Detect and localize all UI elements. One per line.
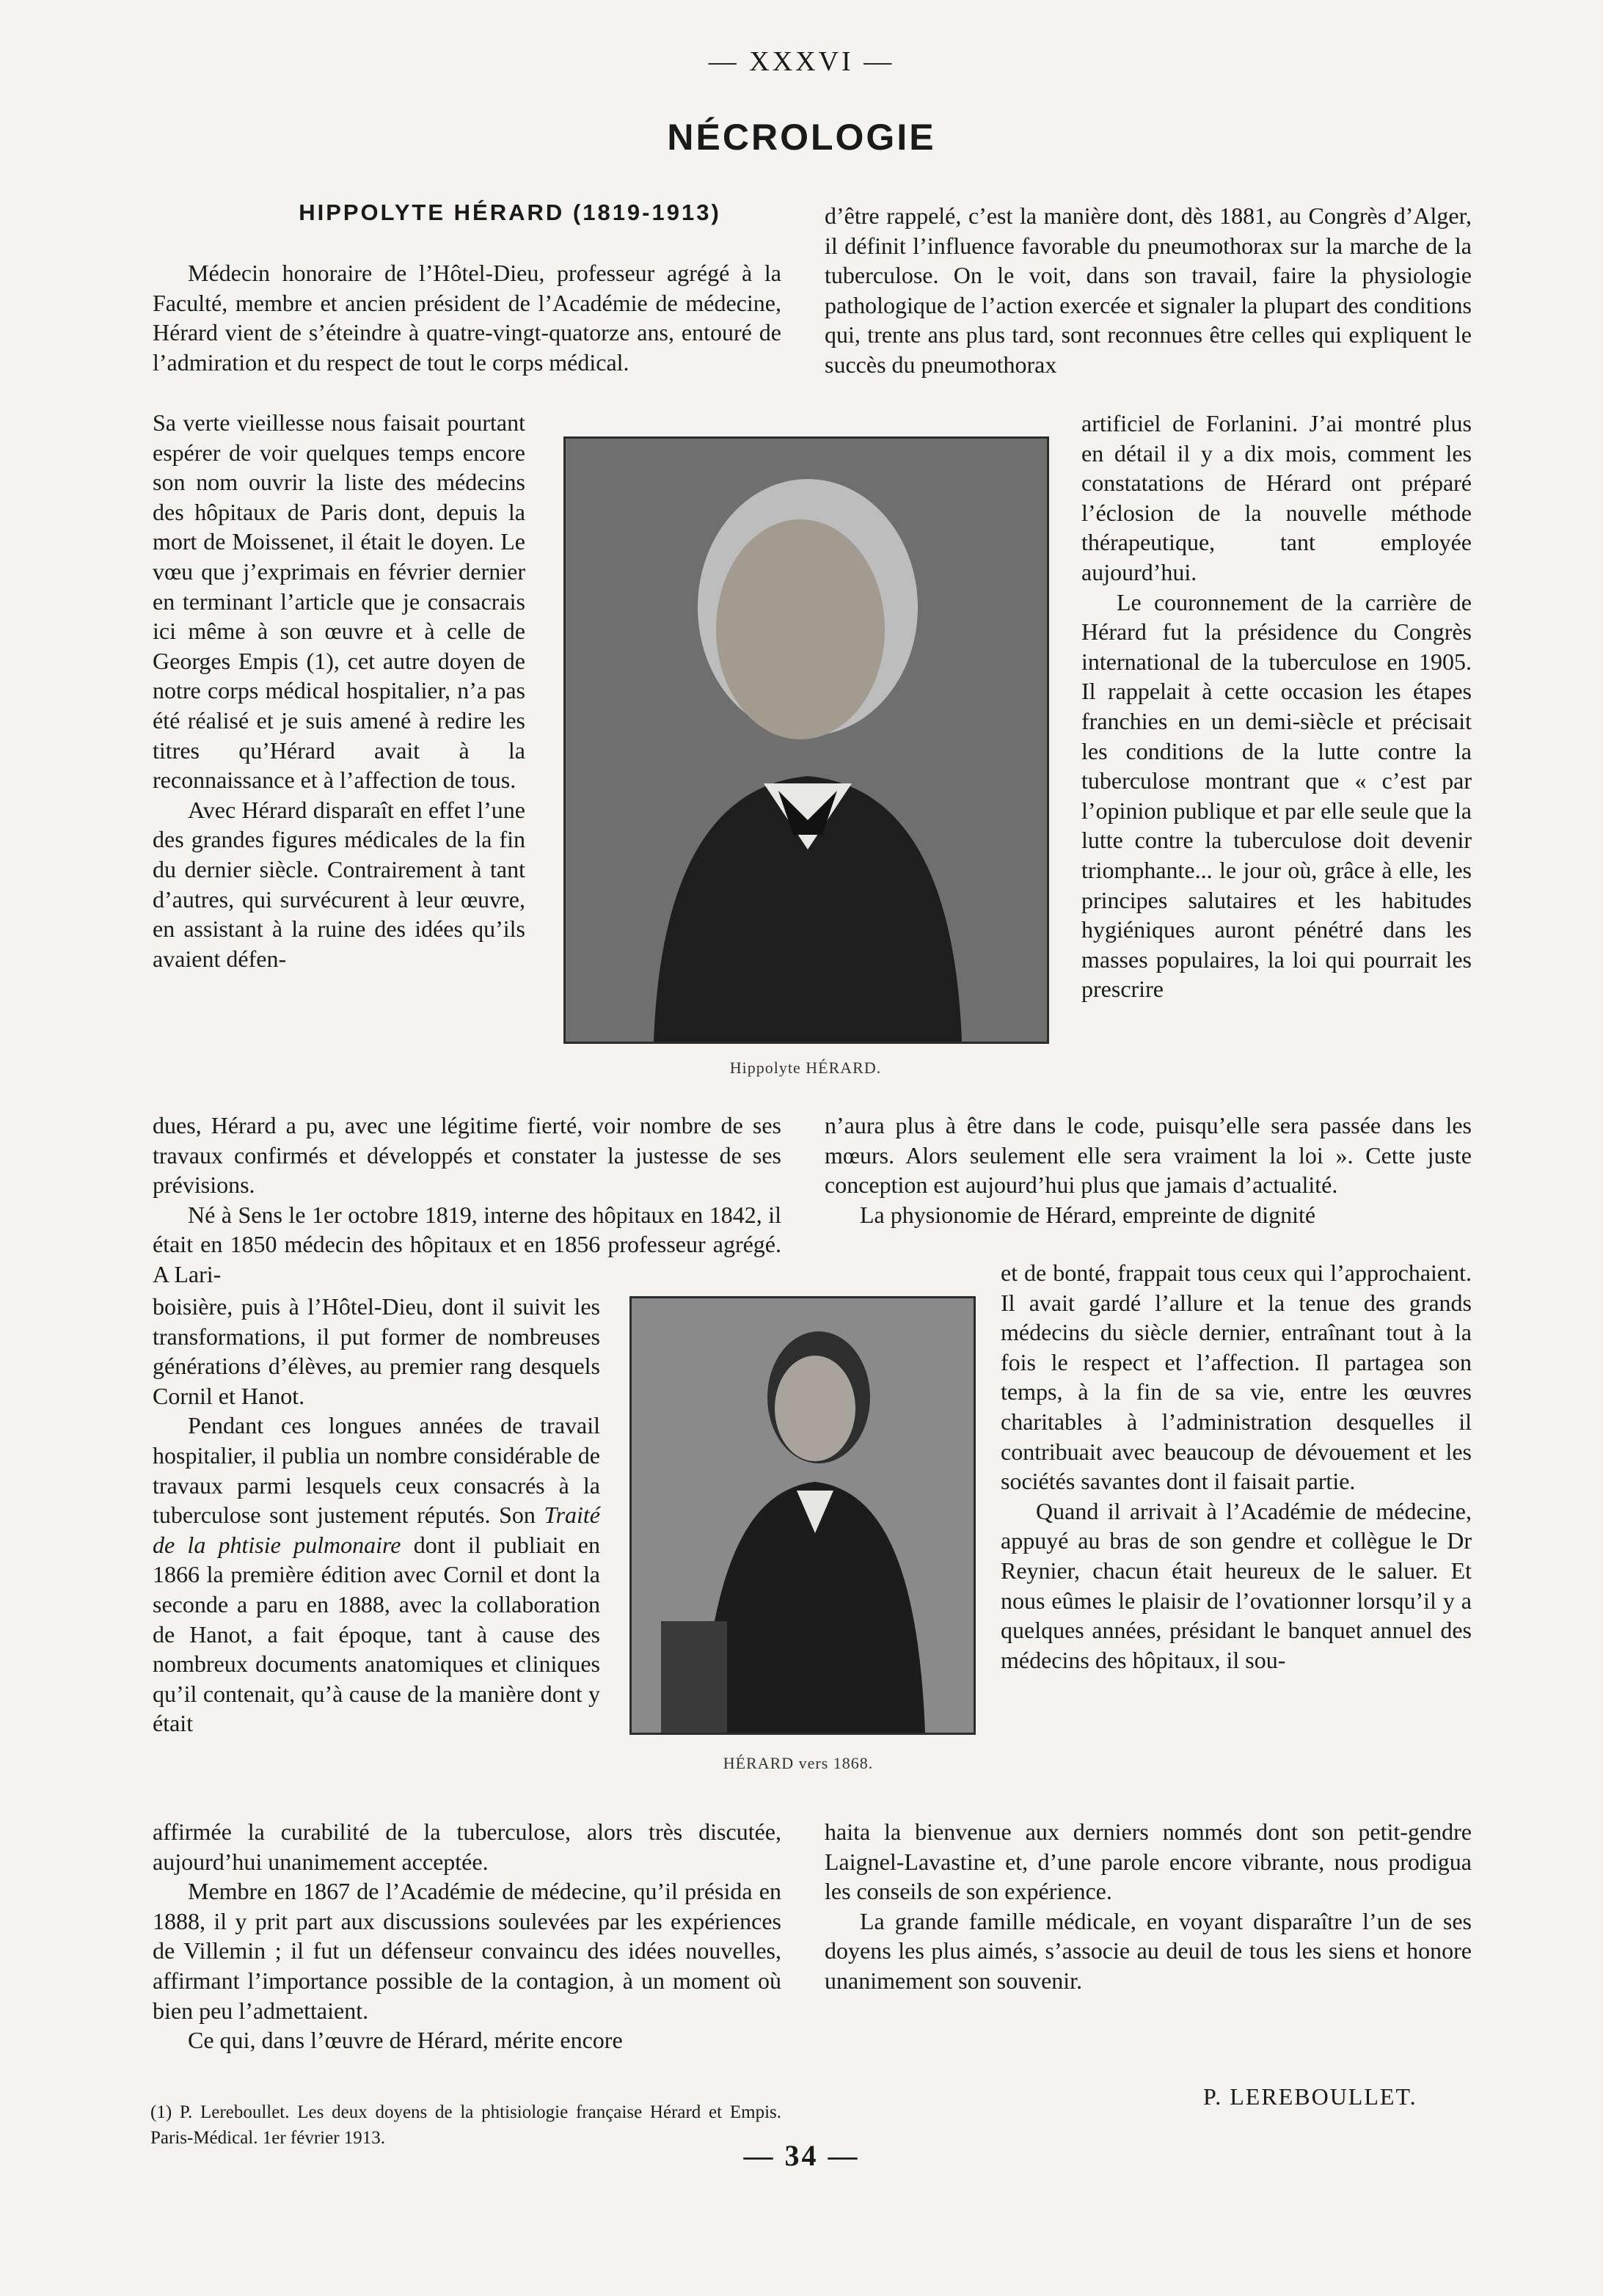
paragraph: haita la bienvenue aux derniers nommés dont son petit-gendre Laignel-Lavastine et, d’une parole encore vibrante, nous prodigua les conseils de son expérience. <box>825 1818 1472 1905</box>
paragraph: Quand il arrivait à l’Académie de médecine, appuyé au bras de son gendre et collègue le Dr Reynier, chacun était heureux de le saluer. Et nous eûmes le plaisir de l’ovationner lorsqu’il y a quelques années, présidant le banquet annuel des médecins des hôpitaux, il sou- <box>1001 1497 1472 1673</box>
paragraph: Avec Hérard disparaît en effet l’une des grandes figures médicales de la fin du dernier siècle. Contrairement à tant d’autres, qui survécurent à leur œuvre, en assistant à la ruine des idées qu’ils avaient défen- <box>153 796 525 972</box>
portrait-old-caption: Hippolyte HÉRARD. <box>729 1059 882 1077</box>
paragraph: d’être rappelé, c’est la manière dont, dès 1881, au Congrès d’Alger, il définit l’influence favorable du pneumothorax sur la marche de la tuberculose. On le voit, dans son travail, faire la physiologie pathologique de l’action exercée et signaler la plupart des conditions qui, trente ans plus tard, sont reconnues être celles qui expliquent le succès du pneumothorax <box>825 202 1472 378</box>
paragraph: artificiel de Forlanini. J’ai montré plus en détail il y a dix mois, comment les constatations de Hérard ont préparé l’éclosion de la nouvelle méthode thérapeutique, tant employée aujourd’hui. <box>1081 410 1472 585</box>
col2-narrow-block-2 <box>1001 1258 1472 1675</box>
paragraph: Médecin honoraire de l’Hôtel-Dieu, professeur agrégé à la Faculté, membre et ancien président de l’Académie de médecine, Hérard vient de s’éteindre à quatre-vingt-quatorze ans, entouré de l’admiration et du respect de tout le corps médical. <box>153 260 781 376</box>
paragraph: La physionomie de Hérard, empreinte de dignité <box>860 1201 1316 1228</box>
paragraph: Pendant ces longues années de travail hospitalier, il publia un nombre considérable de travaux parmi lesquels ceux consacrés à la tuberculose sont justement réputés. Son Traité de la phtisie pulmonaire dont il publiait en 1866 la première édition avec Cornil et dont la seconde a paru en 1888, avec la collaboration de Hanot, a fait époque, tant à cause des nombreux documents anatomiques et cliniques qu’il contenait, qu’à cause de la manière dont y était <box>153 1412 601 1737</box>
paragraph: La grande famille médicale, en voyant disparaître l’un de ses doyens les plus aimés, s’associe au deuil de tous les siens et honore unanimement son souvenir. <box>825 1907 1472 1994</box>
paragraph: et de bonté, frappait tous ceux qui l’approchaient. Il avait gardé l’allure et la tenue des grands médecins du siècle dernier, entraînant tout à la fois le respect et l’affection. Il partagea son temps, à la fin de sa vie, entre les œuvres charitables à l’administration desquelles il contribuait avec beaucoup de dévouement et les sociétés savantes dont il faisait partie. <box>1001 1259 1472 1495</box>
col2-bottom-block <box>825 1817 1472 1996</box>
article-title: HIPPOLYTE HÉRARD (1819-1913) <box>299 200 721 225</box>
page-folio: — XXXVI — <box>708 46 895 77</box>
col2-mid-block <box>825 1111 1472 1229</box>
paragraph: boisière, puis à l’Hôtel-Dieu, dont il suivit les transformations, il put former de nombreuses générations d’élèves, au premier rang desquels Cornil et Hanot. <box>153 1293 600 1409</box>
paragraph: Ce qui, dans l’œuvre de Hérard, mérite encore <box>188 2027 623 2054</box>
col1-narrow-block-2 <box>153 1292 600 1739</box>
paragraph: n’aura plus à être dans le code, puisqu’elle sera passée dans les mœurs. Alors seulement elle sera vraiment la loi ». Cette juste conception est aujourd’hui plus que jamais d’actualité. <box>825 1112 1472 1199</box>
col2-narrow-block-1 <box>1081 409 1472 1004</box>
paragraph: Le couronnement de la carrière de Hérard fut la présidence du Congrès international de la tuberculose en 1905. Il rappelait à cette occasion les étapes franchies en un demi-siècle et précisait les conditions de la lutte contre la tuberculose montrant que « c’est par l’opinion publique et par elle seule que la lutte contre la tuberculose doit devenir triomphante... le jour où, grâce à elle, les principes salutaires et les habitudes hygiéniques auront pénétré dans les masses populaires, la loi qui pourrait les prescrire <box>1081 588 1472 1003</box>
paragraph: Sa verte vieillesse nous faisait pourtant espérer de voir quelques temps encore son nom ouvrir la liste des médecins des hôpitaux de Paris dont, depuis la mort de Moissenet, il était le doyen. Le vœu que j’exprimais en février dernier en terminant l’article que je consacrais ici même à son œuvre et à celle de Georges Empis (1), cet autre doyen de notre corps médical hospitalier, n’a pas été réalisé et je suis amené à redire les titres qu’Hérard avait à la reconnaissance et à l’affection de tous. <box>153 409 525 794</box>
col1-bottom-block <box>153 1817 781 2055</box>
col1-narrow-block-1 <box>153 408 525 973</box>
footnote: (1) P. Lereboullet. Les deux doyens de la phtisiologie française Hérard et Empis. Paris-Médical. 1er février 1913. <box>150 2102 781 2148</box>
book-title: Traité de la phtisie pulmonaire <box>153 1502 600 1558</box>
paragraph: affirmée la curabilité de la tuberculose, alors très discutée, aujourd’hui unanimement acceptée. <box>153 1818 781 1875</box>
author-signature: P. LEREBOULLET. <box>1203 2083 1417 2110</box>
paragraph: dues, Hérard a pu, avec une légitime fierté, voir nombre de ses travaux confirmés et développés et constater la justesse de ses prévisions. <box>153 1112 781 1199</box>
col2-top-block <box>825 201 1472 380</box>
col1-top-block <box>153 258 781 377</box>
portrait-young-illustration <box>632 1298 974 1733</box>
paragraph: Membre en 1867 de l’Académie de médecine, qu’il présida en 1888, il y prit part aux discussions soulevées par les expériences de Villemin ; il fut un défenseur convaincu des idées nouvelles, affirmant l’importance possible de la contagion, à un moment où bien peu l’admettaient. <box>153 1878 781 2024</box>
col1-mid-block <box>153 1111 781 1290</box>
page-number: — 34 — <box>743 2139 860 2172</box>
section-title: NÉCROLOGIE <box>667 117 936 158</box>
portrait-old-photo <box>563 436 1049 1044</box>
portrait-old-illustration <box>566 439 1047 1042</box>
portrait-young-caption: HÉRARD vers 1868. <box>723 1754 874 1772</box>
paragraph: Né à Sens le 1er octobre 1819, interne des hôpitaux en 1842, il était en 1850 médecin des hôpitaux et en 1856 professeur agrégé. A Lari- <box>153 1201 781 1287</box>
portrait-young-photo <box>629 1296 976 1735</box>
